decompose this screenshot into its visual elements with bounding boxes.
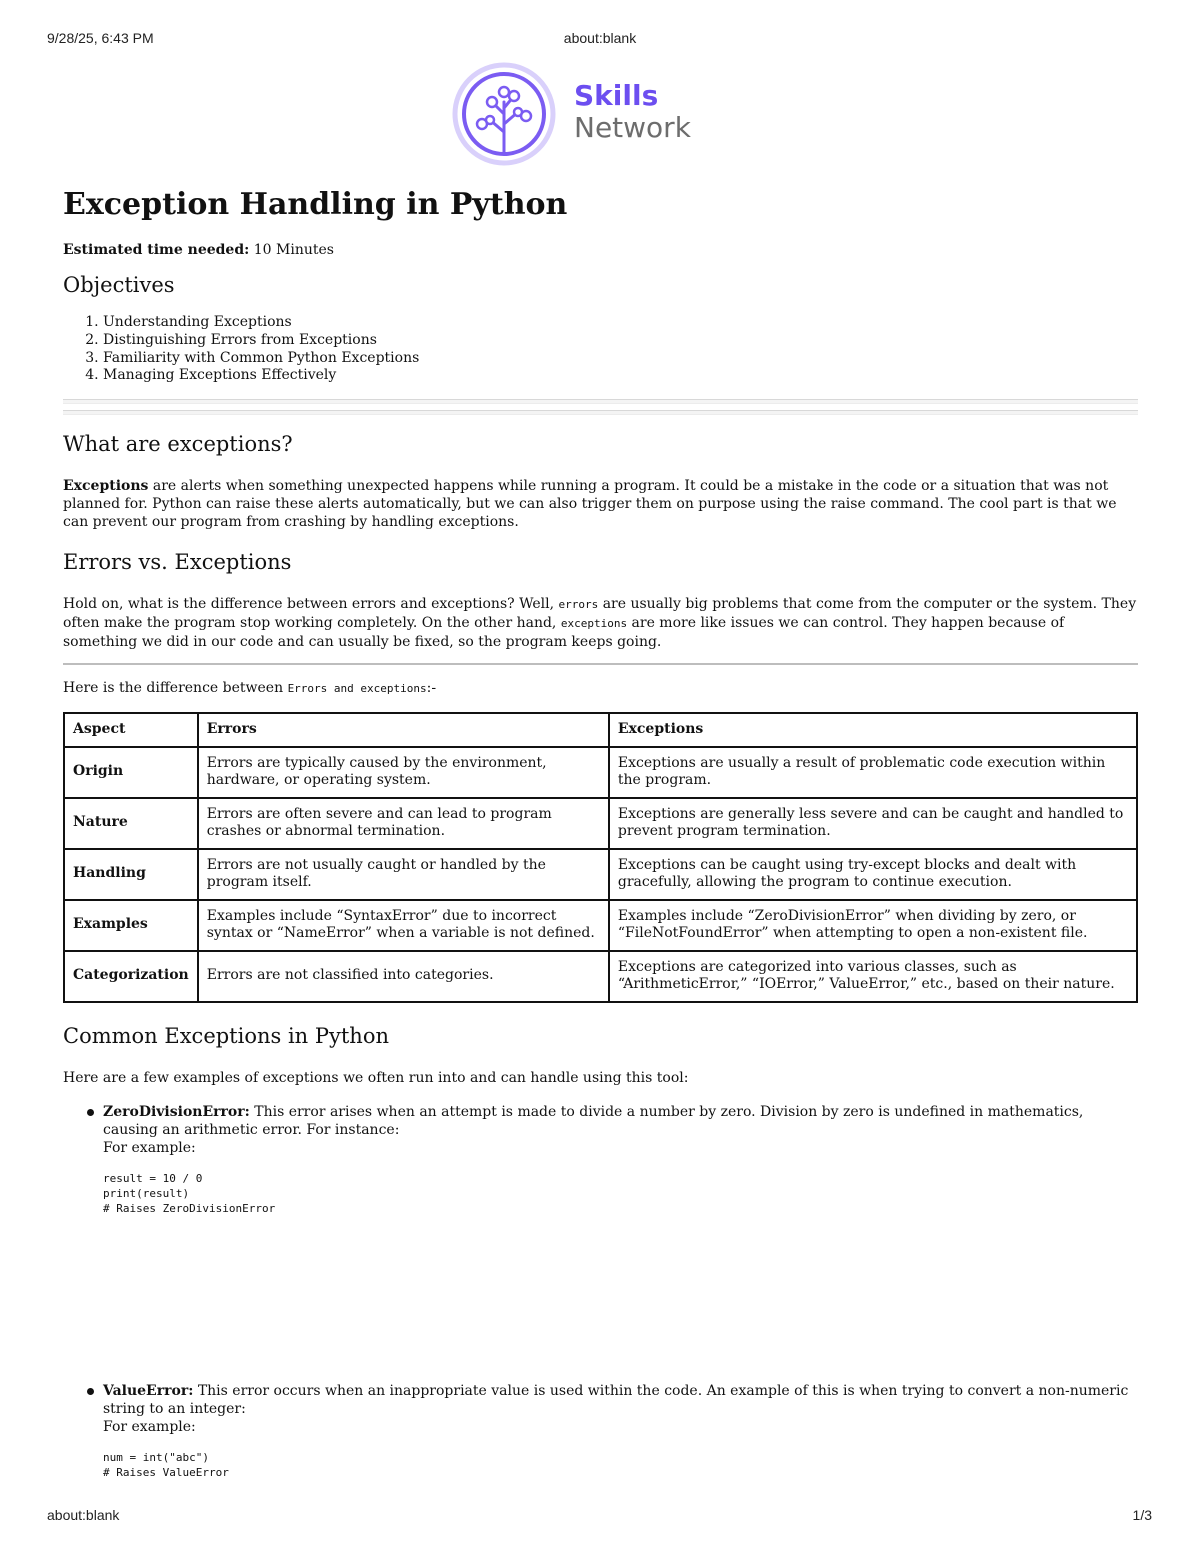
table-row (64, 747, 1137, 798)
table-cell-exceptions: Exceptions are usually a result of problematic code execution within the program. (609, 747, 1137, 798)
table-cell-exceptions: Exceptions are categorized into various classes, such as “ArithmeticError,” “IOError,” ValueError,” etc., based on their nature. (609, 951, 1137, 1002)
table-cell-errors: Examples include “SyntaxError” due to incorrect syntax or “NameError” when a variable is not defined. (198, 900, 609, 951)
objective-item: 2. Distinguishing Errors from Exceptions (103, 332, 1138, 350)
difference-intro-end: :- (426, 680, 437, 697)
difference-intro-text: Here is the difference between (63, 680, 284, 697)
print-footer (0, 1507, 1200, 1527)
zero-division-example-label: For example: (103, 1139, 196, 1156)
errors-text-3: are more like issues we can control. They happen because of something we did in our code and can usually be fixed, so the program keeps going. (63, 615, 1065, 651)
table-cell-errors: Errors are not usually caught or handled by the program itself. (198, 849, 609, 900)
tree-logo-icon (452, 62, 556, 166)
table-cell-errors: Errors are typically caused by the environment, hardware, or operating system. (198, 747, 609, 798)
exceptions-code: exceptions (560, 617, 628, 631)
common-exceptions-intro: Here are a few examples of exceptions we often run into and can handle using this tool: (63, 1069, 689, 1086)
horizontal-rule (63, 663, 1138, 665)
value-error-code: num = int("abc") # Raises ValueError (103, 1450, 229, 1479)
value-error-example-label: For example: (103, 1418, 196, 1435)
objective-item: 4. Managing Exceptions Effectively (103, 367, 1138, 385)
logo-skills-text: Skills (574, 79, 659, 112)
errors-code: errors (558, 598, 599, 612)
bullet-icon (87, 1109, 94, 1116)
list-item-value-error (63, 1382, 1138, 1480)
common-exceptions-heading: Common Exceptions in Python (63, 1023, 390, 1048)
table-cell-errors: Errors are often severe and can lead to program crashes or abnormal termination. (198, 798, 609, 849)
objective-item: 3. Familiarity with Common Python Exceptions (103, 350, 1138, 368)
estimated-time-label: Estimated time needed: (63, 242, 250, 258)
bullet-icon (87, 1388, 94, 1395)
difference-intro-code: Errors and exceptions (287, 682, 427, 696)
logo-wordmark (574, 80, 691, 144)
table-cell-aspect: Categorization (64, 951, 198, 1002)
table-cell-errors: Errors are not classified into categories. (198, 951, 609, 1002)
table-row (64, 900, 1137, 951)
logo-network-text: Network (574, 111, 691, 144)
table-row (64, 951, 1137, 1002)
table-cell-aspect: Examples (64, 900, 198, 951)
value-error-text: This error occurs when an inappropriate value is used within the code. An example of this is when trying to convert a non-numeric string to an integer: (103, 1382, 1129, 1417)
page-title: Exception Handling in Python (63, 187, 568, 222)
objective-item: 1. Understanding Exceptions (103, 314, 1138, 332)
print-footer-url: about:blank (47, 1507, 120, 1523)
what-are-exceptions-heading: What are exceptions? (63, 432, 293, 457)
estimated-time-value: 10 Minutes (253, 242, 334, 258)
table-cell-aspect: Handling (64, 849, 198, 900)
common-exceptions-list (63, 1103, 1138, 1480)
page-number: 1/3 (1132, 1507, 1152, 1523)
header-aspect: Aspect (64, 713, 198, 747)
table-header-row (64, 713, 1137, 747)
what-are-exceptions-paragraph (63, 477, 1138, 531)
header-exceptions: Exceptions (609, 713, 1137, 747)
exceptions-term: Exceptions (63, 478, 149, 495)
value-error-name: ValueError: (103, 1382, 194, 1399)
difference-intro (63, 679, 1138, 698)
errors-vs-exceptions-table (63, 712, 1138, 1003)
table-cell-exceptions: Examples include “ZeroDivisionError” when dividing by zero, or “FileNotFoundError” when attempting to open a non-existent file. (609, 900, 1137, 951)
table-cell-aspect: Nature (64, 798, 198, 849)
table-row (64, 798, 1137, 849)
list-item-zero-division (63, 1103, 1138, 1216)
skills-network-logo (452, 62, 712, 170)
header-errors: Errors (198, 713, 609, 747)
zero-division-code: result = 10 / 0 print(result) # Raises ZeroDivisionError (103, 1171, 276, 1215)
document-content (63, 182, 1138, 1480)
zero-division-text: This error arises when an attempt is made to divide a number by zero. Division by zero is undefined in mathematics, causing an arithmetic error. For instance: (103, 1103, 1084, 1138)
print-timestamp: 9/28/25, 6:43 PM (47, 30, 154, 46)
table-row (64, 849, 1137, 900)
errors-text-1: Hold on, what is the difference between errors and exceptions? Well, (63, 596, 555, 613)
objectives-list (63, 314, 1138, 385)
section-divider (63, 399, 1138, 415)
print-header (0, 30, 1200, 50)
zero-division-name: ZeroDivisionError: (103, 1103, 250, 1120)
estimated-time (63, 242, 1138, 258)
errors-text-2: are usually big problems that come from the computer or the system. They often make the program stop working completely. On the other hand, (63, 596, 1137, 632)
table-cell-aspect: Origin (64, 747, 198, 798)
errors-vs-exceptions-heading: Errors vs. Exceptions (63, 550, 292, 575)
print-url: about:blank (563, 30, 637, 46)
what-are-exceptions-text: are alerts when something unexpected happens while running a program. It could be a mistake in the code or a situation that was not planned for. Python can raise these alerts automatically, but we can also trigger them on purpose using the raise command. The cool part is that we can prevent our program from crashing by handling exceptions. (63, 478, 1117, 531)
objectives-heading: Objectives (63, 273, 175, 297)
errors-vs-exceptions-paragraph (63, 595, 1138, 651)
table-cell-exceptions: Exceptions are generally less severe and can be caught and handled to prevent program termination. (609, 798, 1137, 849)
table-cell-exceptions: Exceptions can be caught using try-except blocks and dealt with gracefully, allowing the program to continue execution. (609, 849, 1137, 900)
